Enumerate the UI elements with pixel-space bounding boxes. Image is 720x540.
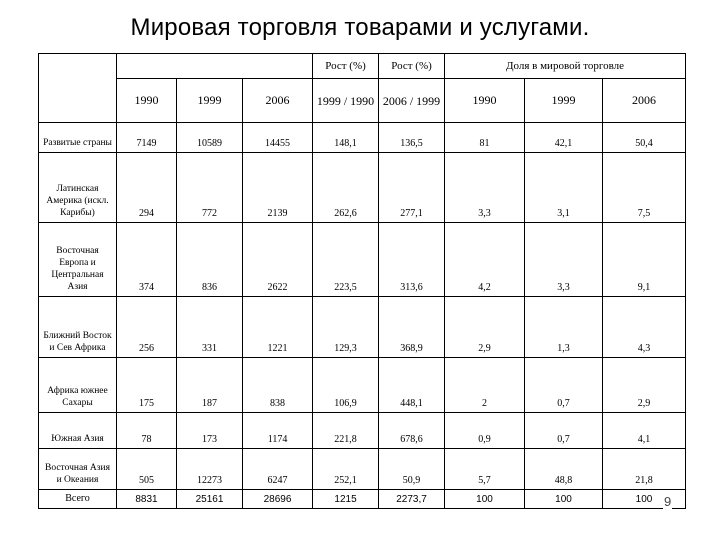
table-cell: 223,5 [313, 222, 379, 296]
table-cell: 2,9 [445, 297, 525, 358]
table-cell: 2139 [243, 153, 313, 222]
table-cell: 106,9 [313, 358, 379, 412]
table-cell: 772 [177, 153, 243, 222]
table-cell: 374 [117, 222, 177, 296]
table-cell: 25161 [177, 489, 243, 508]
row-label: Ближний Восток и Сев Африка [39, 297, 117, 358]
table-cell: 4,3 [603, 297, 686, 358]
table-cell: 12273 [177, 448, 243, 489]
table-cell: 10589 [177, 123, 243, 153]
table-cell: 78 [117, 412, 177, 448]
table-cell: 1221 [243, 297, 313, 358]
table-cell: 256 [117, 297, 177, 358]
table-cell: 9,1 [603, 222, 686, 296]
table-cell: 2 [445, 358, 525, 412]
table-cell: 2622 [243, 222, 313, 296]
header-period-a: 1999 / 1990 [313, 79, 379, 123]
table-cell: 838 [243, 358, 313, 412]
table-cell: 100 [445, 489, 525, 508]
row-label: Южная Азия [39, 412, 117, 448]
table-cell: 505 [117, 448, 177, 489]
table-cell: 2273,7 [379, 489, 445, 508]
table-cell: 252,1 [313, 448, 379, 489]
header-corner [39, 54, 117, 123]
header-share-1990: 1990 [445, 79, 525, 123]
header-growth-a: Рост (%) [313, 54, 379, 79]
table-cell: 262,6 [313, 153, 379, 222]
table-cell: 50,9 [379, 448, 445, 489]
table-cell: 7,5 [603, 153, 686, 222]
header-share-2006: 2006 [603, 79, 686, 123]
table-cell: 28696 [243, 489, 313, 508]
table-cell: 0,7 [525, 358, 603, 412]
table-cell: 2,9 [603, 358, 686, 412]
table-cell: 14455 [243, 123, 313, 153]
table-cell: 7149 [117, 123, 177, 153]
table-cell: 100 [525, 489, 603, 508]
page-number: 9 [664, 494, 672, 509]
table-cell: 129,3 [313, 297, 379, 358]
table-cell: 50,4 [603, 123, 686, 153]
trade-table [38, 53, 686, 509]
table-cell: 1174 [243, 412, 313, 448]
table-cell: 100 [603, 489, 686, 508]
table-cell: 3,1 [525, 153, 603, 222]
table-row [39, 222, 686, 296]
table-row [39, 412, 686, 448]
header-year-1990: 1990 [117, 79, 177, 123]
table-cell: 294 [117, 153, 177, 222]
header-year-2006: 2006 [243, 79, 313, 123]
page-title: Мировая торговля товарами и услугами. [130, 14, 590, 41]
table-cell: 4,2 [445, 222, 525, 296]
table-cell: 3,3 [525, 222, 603, 296]
table-cell: 173 [177, 412, 243, 448]
table-cell: 42,1 [525, 123, 603, 153]
table-cell: 368,9 [379, 297, 445, 358]
table-cell: 81 [445, 123, 525, 153]
table-cell: 175 [117, 358, 177, 412]
table-cell: 48,8 [525, 448, 603, 489]
table-cell: 5,7 [445, 448, 525, 489]
header-share: Доля в мировой торговле [445, 54, 686, 79]
table-cell: 448,1 [379, 358, 445, 412]
table-row [39, 358, 686, 412]
header-period-b: 2006 / 1999 [379, 79, 445, 123]
table-cell: 6247 [243, 448, 313, 489]
header-share-1999: 1999 [525, 79, 603, 123]
table-row [39, 153, 686, 222]
header-year-1999: 1999 [177, 79, 243, 123]
table-row [39, 123, 686, 153]
table-cell: 4,1 [603, 412, 686, 448]
table-cell: 187 [177, 358, 243, 412]
table-cell: 277,1 [379, 153, 445, 222]
header-row-groups [39, 54, 686, 79]
table-cell: 0,9 [445, 412, 525, 448]
table-cell: 331 [177, 297, 243, 358]
header-row-years [39, 79, 686, 123]
table-row-total [39, 489, 686, 508]
table-cell: 1215 [313, 489, 379, 508]
table-cell: 21,8 [603, 448, 686, 489]
row-label-total: Всего [39, 489, 117, 508]
header-growth-b: Рост (%) [379, 54, 445, 79]
row-label: Восточная Азия и Океания [39, 448, 117, 489]
table-cell: 8831 [117, 489, 177, 508]
row-label: Восточная Европа и Центральная Азия [39, 222, 117, 296]
table-row [39, 297, 686, 358]
table-cell: 313,6 [379, 222, 445, 296]
row-label: Развитые страны [39, 123, 117, 153]
table-cell: 1,3 [525, 297, 603, 358]
table-cell: 148,1 [313, 123, 379, 153]
header-blank-span [117, 54, 313, 79]
row-label: Латинская Америка (искл. Карибы) [39, 153, 117, 222]
table-cell: 221,8 [313, 412, 379, 448]
table-cell: 836 [177, 222, 243, 296]
table-cell: 136,5 [379, 123, 445, 153]
table-cell: 3,3 [445, 153, 525, 222]
table-cell: 678,6 [379, 412, 445, 448]
table-row [39, 448, 686, 489]
table-cell: 0,7 [525, 412, 603, 448]
row-label: Африка южнее Сахары [39, 358, 117, 412]
